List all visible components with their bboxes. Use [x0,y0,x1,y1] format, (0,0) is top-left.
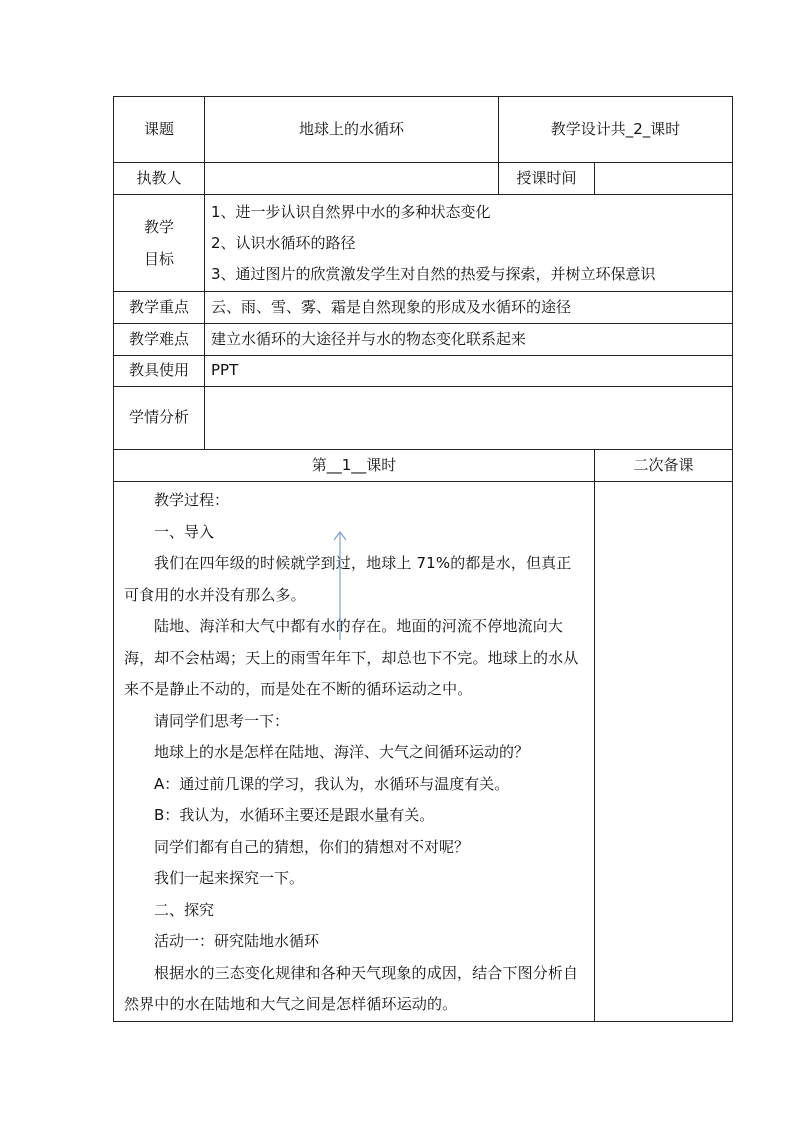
time-label: 授课时间 [499,163,595,195]
period-row [114,450,733,482]
activity-heading: 活动一：研究陆地水循环 [154,932,320,950]
time-value [595,163,733,195]
process-prompt: 请同学们思考一下： [154,711,290,730]
goals-label-line1: 教学 [143,218,174,236]
process-paragraph: 陆地、海洋和大气中都有水的存在。地面的河流不停地流向大海，却不会枯竭；天上的雨雪年年下，却总也下不完。地球上的水从来不是静止不动的，而是处在不断的循环运动之中。 [124,617,579,698]
key-point-row [114,292,733,324]
topic-row [114,97,733,163]
explore-heading: 二、探究 [154,900,215,919]
tools-row [114,356,733,387]
explore-together: 我们一起来探究一下。 [154,869,305,887]
process-question: 地球上的水是怎样在陆地、海洋、大气之间循环运动的？ [154,743,530,761]
goals-label-line2: 目标 [143,250,174,268]
topic-value: 地球上的水循环 [205,97,499,163]
tools-label: 教具使用 [114,356,205,387]
secondary-prep-title: 二次备课 [595,450,733,482]
teacher-value [205,163,499,195]
teacher-row [114,163,733,195]
answer-a: A：通过前几课的学习，我认为，水循环与温度有关。 [154,774,510,793]
key-point-label: 教学重点 [114,292,205,324]
teacher-label: 执教人 [114,163,205,195]
topic-label: 课题 [114,97,205,163]
process-heading: 教学过程： [154,491,230,509]
goal-item: 3、通过图片的欣赏激发学生对自然的热爱与探索，并树立环保意识 [211,264,656,283]
analysis-row [114,387,733,450]
analysis-label: 学情分析 [114,387,205,450]
design-info: 教学设计共_2_课时 [499,97,733,163]
goals-label [114,195,205,292]
teaching-process [114,482,595,1022]
process-paragraph: 根据水的三态变化规律和各种天气现象的成因，结合下图分析自然界中的水在陆地和大气之间是怎样循环运动的。 [124,963,579,1013]
analysis-value [205,387,733,450]
secondary-prep-notes [595,482,733,1022]
process-followup: 同学们都有自己的猜想，你们的猜想对不对呢？ [154,837,470,856]
goals-list [205,195,733,292]
lesson-plan-table [113,96,733,1022]
period-title: 第__1__课时 [114,450,595,482]
goal-item: 2、认识水循环的路径 [211,233,356,252]
tools-value: PPT [205,356,733,387]
goal-item: 1、进一步认识自然界中水的多种状态变化 [211,202,491,221]
goals-row [114,195,733,292]
difficulty-label: 教学难点 [114,324,205,356]
annotation-arrow-icon [330,530,350,642]
difficulty-value: 建立水循环的大途径并与水的物态变化联系起来 [205,324,733,356]
key-point-value: 云、雨、雪、雾、霜是自然现象的形成及水循环的途径 [205,292,733,324]
answer-b: B：我认为，水循环主要还是跟水量有关。 [154,806,435,824]
intro-heading: 一、导入 [154,522,215,541]
difficulty-row [114,324,733,356]
process-paragraph: 我们在四年级的时候就学到过，地球上 71%的都是水，但真正可食用的水并没有那么多。 [124,554,572,604]
process-row [114,482,733,1022]
